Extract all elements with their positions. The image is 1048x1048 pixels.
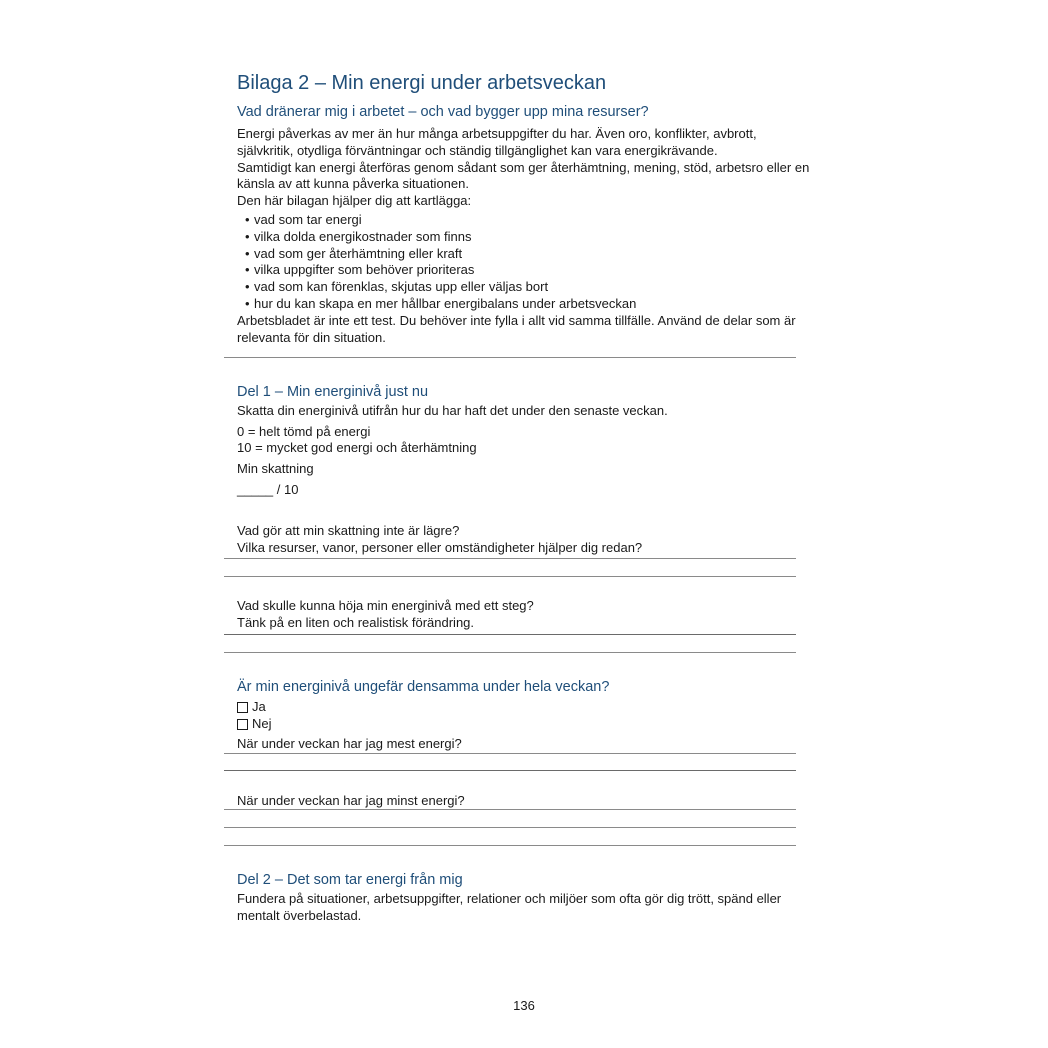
answer-line[interactable] <box>224 576 796 577</box>
part2-heading: Del 2 – Det som tar energi från mig <box>237 872 463 888</box>
page-number: 136 <box>513 998 535 1013</box>
question-5: När under veckan har jag minst energi? <box>237 793 465 808</box>
answer-line[interactable] <box>224 753 796 754</box>
checkbox-icon[interactable] <box>237 719 248 730</box>
scale-high-label: 10 = mycket god energi och återhämtning <box>237 440 477 455</box>
page-title: Bilaga 2 – Min energi under arbetsveckan <box>237 72 607 94</box>
answer-line[interactable] <box>224 634 796 635</box>
section-divider <box>224 357 796 358</box>
list-item: • vad som ger återhämtning eller kraft <box>245 246 817 263</box>
list-item: • vad som tar energi <box>245 212 817 229</box>
option-no-label: Nej <box>252 716 272 731</box>
answer-line[interactable] <box>224 558 796 559</box>
list-item: • hur du kan skapa en mer hållbar energibalans under arbetsveckan <box>245 296 817 313</box>
answer-line[interactable] <box>224 652 796 653</box>
intro-paragraph-4: Arbetsbladet är inte ett test. Du behöver inte fylla i allt vid samma tillfälle. Använd de delar som är relevanta för din situation. <box>237 312 796 345</box>
scale-low-label: 0 = helt tömd på energi <box>237 424 371 439</box>
part1-instruction: Skatta din energinivå utifrån hur du har haft det under den senaste veckan. <box>237 403 668 418</box>
part1-heading: Del 1 – Min energinivå just nu <box>237 384 429 400</box>
option-no[interactable] <box>237 716 272 733</box>
checkbox-icon[interactable] <box>237 702 248 713</box>
intro-paragraph-1: Energi påverkas av mer än hur många arbetsuppgifter du har. Även oro, konflikter, avbrott, självkritik, otydliga förväntningar och ständig tillgänglighet kan vara energikrävande. <box>237 126 757 158</box>
answer-line[interactable] <box>224 809 796 810</box>
intro-subtitle: Vad dränerar mig i arbetet – och vad bygger upp mina resurser? <box>237 104 649 120</box>
list-item: • vad som kan förenklas, skjutas upp eller väljas bort <box>245 279 817 296</box>
rating-field[interactable]: _____ / 10 <box>237 482 299 497</box>
question-2-line-2: Tänk på en liten och realistisk förändring. <box>237 615 475 630</box>
answer-line[interactable] <box>224 845 796 846</box>
question-4: När under veckan har jag mest energi? <box>237 736 462 751</box>
intro-paragraph-2: Samtidigt kan energi återföras genom sådant som ger återhämtning, mening, stöd, arbetsro eller en känsla av att kunna påverka situationen. <box>237 159 810 192</box>
list-item: • vilka uppgifter som behöver prioriteras <box>245 262 817 279</box>
part2-text: Fundera på situationer, arbetsuppgifter, relationer och miljöer som ofta gör dig trött, spänd eller mentalt överbelastad. <box>237 891 782 923</box>
answer-line[interactable] <box>224 827 796 828</box>
answer-line[interactable] <box>224 770 796 771</box>
intro-section <box>237 70 817 346</box>
rating-label: Min skattning <box>237 461 314 476</box>
option-yes-label: Ja <box>252 699 266 714</box>
question-2-line-1: Vad skulle kunna höja min energinivå med ett steg? <box>237 598 534 613</box>
question-1-line-2: Vilka resurser, vanor, personer eller omständigheter hjälper dig redan? <box>237 540 643 555</box>
question-3-heading: Är min energinivå ungefär densamma under hela veckan? <box>237 679 610 695</box>
intro-paragraph-3: Den här bilagan hjälper dig att kartlägga: <box>237 193 472 209</box>
list-item: • vilka dolda energikostnader som finns <box>245 229 817 246</box>
option-yes[interactable] <box>237 699 266 716</box>
intro-bullet-list <box>237 212 817 313</box>
question-1-line-1: Vad gör att min skattning inte är lägre? <box>237 523 460 538</box>
